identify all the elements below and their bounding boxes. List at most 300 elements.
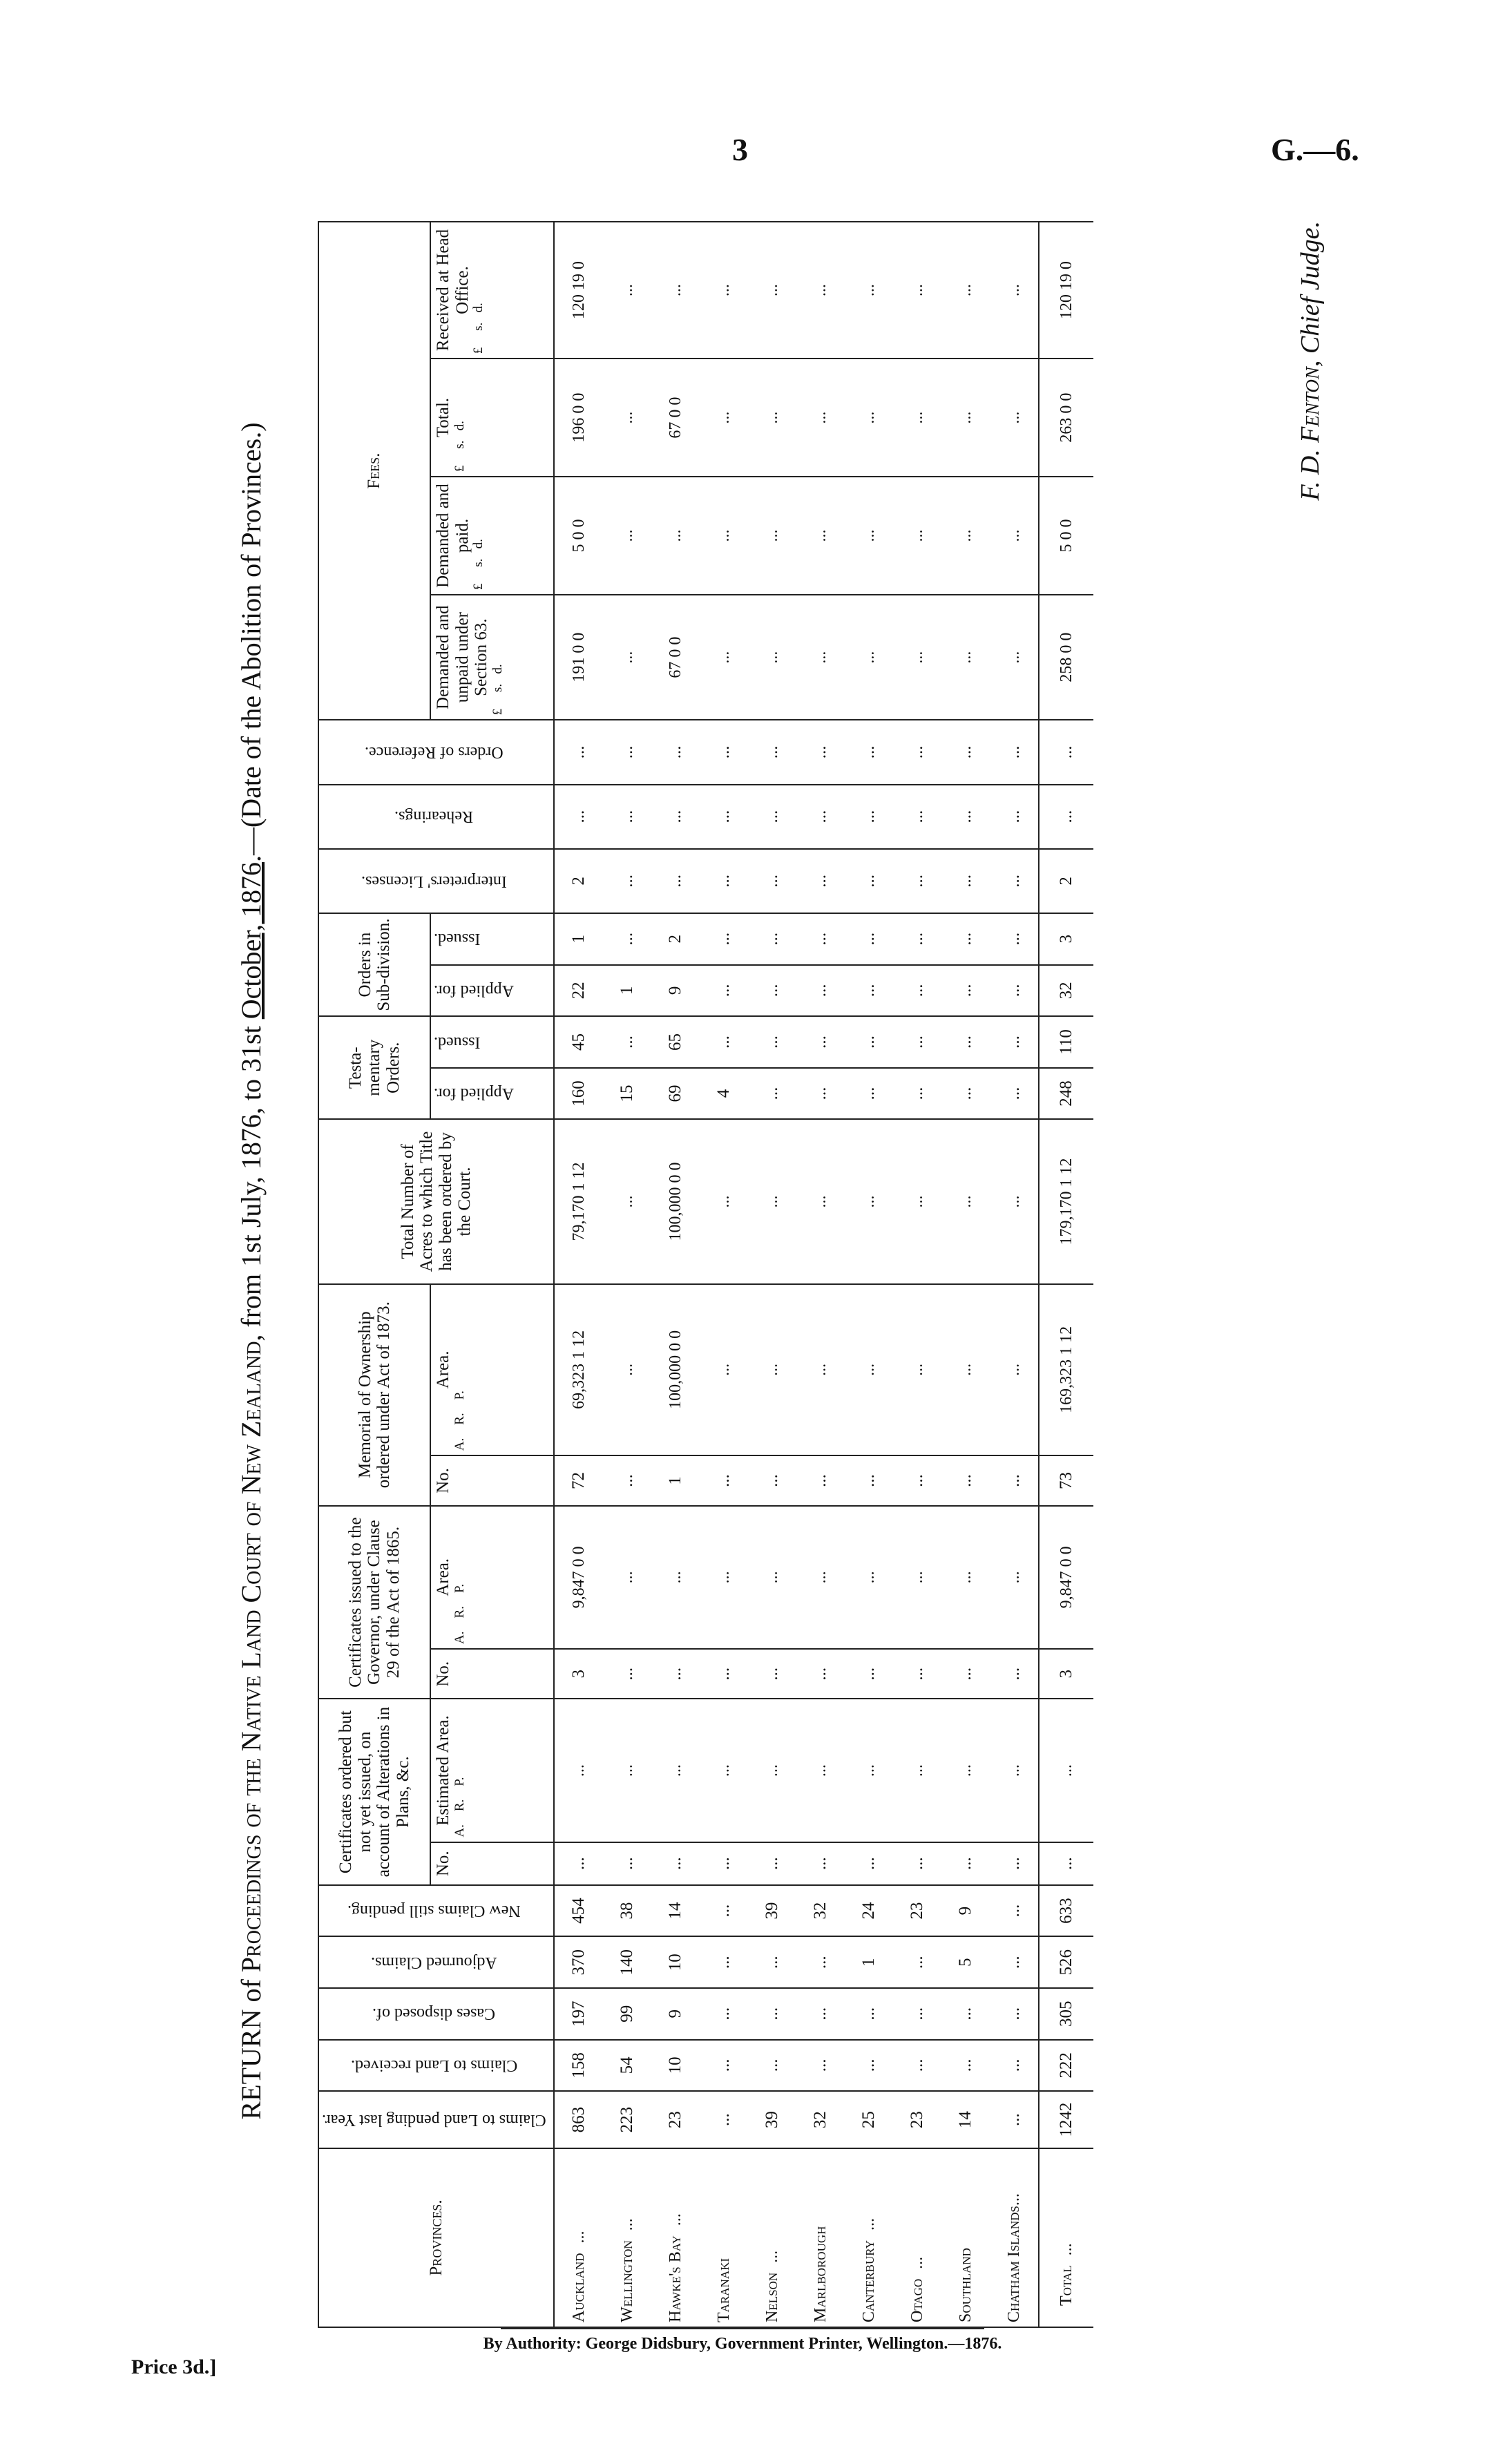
cell-interpreters: ... bbox=[990, 849, 1039, 913]
cell-cert-area: ... bbox=[748, 1699, 796, 1842]
header-new-claims-pending: New Claims still pending. bbox=[318, 1885, 554, 1937]
cell-disposed: 9 bbox=[651, 1988, 700, 2040]
cell-gov-area: ... bbox=[748, 1506, 796, 1649]
cell-cert-no: ... bbox=[796, 1842, 845, 1885]
cell-rehearings: ... bbox=[893, 785, 941, 849]
title-suffix: .—(Date of the Abolition of Provinces.) bbox=[236, 422, 267, 863]
cell-cert-no: ... bbox=[603, 1842, 651, 1885]
cell-mem-no: ... bbox=[796, 1455, 845, 1506]
cell-received: ... bbox=[700, 2040, 748, 2092]
province-name: Marlborough bbox=[796, 2148, 845, 2327]
header-total-acres: Total Number of Acres to which Title has been ordered by the Court. bbox=[318, 1119, 554, 1283]
cell-fee-paid: 5 0 0 bbox=[1039, 477, 1093, 595]
cell-cert-area: ... bbox=[1039, 1699, 1093, 1842]
header-fees-paid: Demanded and paid. £ s. d. bbox=[430, 477, 554, 595]
cell-fee-total: 196 0 0 bbox=[554, 359, 603, 477]
cell-cert-no: ... bbox=[1039, 1842, 1093, 1885]
cell-gov-area: ... bbox=[893, 1506, 941, 1649]
table-row bbox=[603, 222, 651, 2327]
cell-fee-total: ... bbox=[603, 359, 651, 477]
cell-total-acres: 100,000 0 0 bbox=[651, 1119, 700, 1283]
table-row bbox=[845, 222, 893, 2327]
cell-fee-head: ... bbox=[990, 222, 1039, 359]
table-body bbox=[554, 222, 1039, 2327]
cell-disposed: 305 bbox=[1039, 1988, 1093, 2040]
cell-fee-paid: ... bbox=[941, 477, 990, 595]
cell-gov-no: 3 bbox=[1039, 1649, 1093, 1699]
cell-cert-no: ... bbox=[554, 1842, 603, 1885]
cell-sub-issued: ... bbox=[748, 913, 796, 965]
cell-test-applied: ... bbox=[990, 1068, 1039, 1120]
cell-gov-area: ... bbox=[700, 1506, 748, 1649]
cell-disposed: ... bbox=[893, 1988, 941, 2040]
header-certificates-ordered: Certificates ordered but not yet issued, on account of Alterations in Plans, &c. bbox=[318, 1699, 430, 1884]
authority-text: By Authority: George Didsbury, Government Printer, Wellington.—1876. bbox=[483, 2335, 1002, 2353]
cell-adjourned: 140 bbox=[603, 1936, 651, 1988]
cell-test-applied: 4 bbox=[700, 1068, 748, 1120]
table-row bbox=[990, 222, 1039, 2327]
cell-cert-no: ... bbox=[651, 1842, 700, 1885]
header-certificates-issued: Certificates issued to the Governor, under Clause 29 of the Act of 1865. bbox=[318, 1506, 430, 1699]
cell-pending: 863 bbox=[554, 2091, 603, 2148]
cell-rehearings: ... bbox=[941, 785, 990, 849]
cell-mem-no: ... bbox=[845, 1455, 893, 1506]
cell-test-issued: ... bbox=[700, 1016, 748, 1068]
cell-cert-no: ... bbox=[700, 1842, 748, 1885]
cell-test-issued: ... bbox=[941, 1016, 990, 1068]
header-fees-head-office: Received at Head Office. £ s. d. bbox=[430, 222, 554, 359]
header-mem-no: No. bbox=[430, 1455, 554, 1506]
cell-disposed: ... bbox=[990, 1988, 1039, 2040]
cell-new-pending: 24 bbox=[845, 1885, 893, 1937]
cell-test-issued: ... bbox=[845, 1016, 893, 1068]
cell-fee-head: ... bbox=[748, 222, 796, 359]
cell-total-acres: ... bbox=[748, 1119, 796, 1283]
province-name: Taranaki bbox=[700, 2148, 748, 2327]
cell-gov-area: ... bbox=[941, 1506, 990, 1649]
rotated-return-table bbox=[235, 214, 1354, 2328]
cell-references: ... bbox=[941, 720, 990, 784]
cell-mem-no: ... bbox=[990, 1455, 1039, 1506]
cell-mem-no: ... bbox=[603, 1455, 651, 1506]
cell-new-pending: 9 bbox=[941, 1885, 990, 1937]
cell-fee-unpaid: ... bbox=[845, 595, 893, 720]
cell-sub-issued: ... bbox=[990, 913, 1039, 965]
cell-fee-total: ... bbox=[941, 359, 990, 477]
cell-pending: ... bbox=[990, 2091, 1039, 2148]
cell-fee-unpaid: ... bbox=[990, 595, 1039, 720]
cell-adjourned: ... bbox=[990, 1936, 1039, 1988]
cell-gov-area: 9,847 0 0 bbox=[1039, 1506, 1093, 1649]
cell-references: ... bbox=[651, 720, 700, 784]
cell-fee-head: ... bbox=[603, 222, 651, 359]
document-reference: G.—6. bbox=[1271, 132, 1359, 167]
cell-gov-no: ... bbox=[700, 1649, 748, 1699]
cell-fee-head: ... bbox=[651, 222, 700, 359]
cell-received: ... bbox=[845, 2040, 893, 2092]
cell-new-pending: 454 bbox=[554, 1885, 603, 1937]
cell-interpreters: ... bbox=[845, 849, 893, 913]
title-prefix: RETURN of bbox=[236, 1972, 267, 2120]
cell-new-pending: 14 bbox=[651, 1885, 700, 1937]
cell-rehearings: ... bbox=[796, 785, 845, 849]
cell-pending: 32 bbox=[796, 2091, 845, 2148]
cell-received: ... bbox=[941, 2040, 990, 2092]
cell-fee-total: ... bbox=[990, 359, 1039, 477]
cell-pending: 223 bbox=[603, 2091, 651, 2148]
header-sub-issued: Issued. bbox=[430, 913, 554, 965]
cell-disposed: 99 bbox=[603, 1988, 651, 2040]
cell-fee-total: 263 0 0 bbox=[1039, 359, 1093, 477]
cell-fee-unpaid: ... bbox=[748, 595, 796, 720]
cell-cert-no: ... bbox=[893, 1842, 941, 1885]
signature: F. D. Fenton, Chief Judge. bbox=[1296, 221, 1325, 501]
province-name: Chatham Islands... bbox=[990, 2148, 1039, 2327]
cell-cert-area: ... bbox=[603, 1699, 651, 1842]
cell-total-acres: ... bbox=[893, 1119, 941, 1283]
cell-gov-no: ... bbox=[893, 1649, 941, 1699]
cell-total-acres: ... bbox=[603, 1119, 651, 1283]
header-cert-no: No. bbox=[430, 1842, 554, 1885]
header-test-applied: Applied for. bbox=[430, 1068, 554, 1120]
cell-received: 10 bbox=[651, 2040, 700, 2092]
cell-mem-no: 1 bbox=[651, 1455, 700, 1506]
cell-test-issued: ... bbox=[796, 1016, 845, 1068]
cell-sub-issued: 2 bbox=[651, 913, 700, 965]
cell-gov-no: ... bbox=[796, 1649, 845, 1699]
cell-mem-no: ... bbox=[941, 1455, 990, 1506]
province-name: Southland bbox=[941, 2148, 990, 2327]
cell-gov-no: ... bbox=[651, 1649, 700, 1699]
cell-total-acres: ... bbox=[941, 1119, 990, 1283]
cell-interpreters: 2 bbox=[554, 849, 603, 913]
cell-sub-issued: ... bbox=[941, 913, 990, 965]
header-gov-area: Area. A. R. P. bbox=[430, 1506, 554, 1649]
province-name: Wellington... bbox=[603, 2148, 651, 2327]
cell-fee-head: ... bbox=[700, 222, 748, 359]
cell-pending: 23 bbox=[893, 2091, 941, 2148]
cell-cert-area: ... bbox=[990, 1699, 1039, 1842]
cell-mem-area: ... bbox=[941, 1284, 990, 1456]
province-name: Otago... bbox=[893, 2148, 941, 2327]
cell-mem-no: 73 bbox=[1039, 1455, 1093, 1506]
cell-total-acres: ... bbox=[845, 1119, 893, 1283]
cell-fee-total: ... bbox=[796, 359, 845, 477]
cell-fee-paid: ... bbox=[748, 477, 796, 595]
cell-fee-head: ... bbox=[941, 222, 990, 359]
cell-disposed: ... bbox=[700, 1988, 748, 2040]
cell-sub-applied: ... bbox=[748, 965, 796, 1017]
cell-interpreters: ... bbox=[700, 849, 748, 913]
cell-adjourned: 5 bbox=[941, 1936, 990, 1988]
cell-pending: ... bbox=[700, 2091, 748, 2148]
cell-mem-no: 72 bbox=[554, 1455, 603, 1506]
cell-rehearings: ... bbox=[700, 785, 748, 849]
cell-mem-area: ... bbox=[748, 1284, 796, 1456]
cell-received: 54 bbox=[603, 2040, 651, 2092]
cell-sub-issued: 1 bbox=[554, 913, 603, 965]
price-label: Price 3d.] bbox=[131, 2356, 217, 2378]
total-row bbox=[1039, 222, 1093, 2327]
cell-cert-no: ... bbox=[845, 1842, 893, 1885]
cell-fee-paid: ... bbox=[603, 477, 651, 595]
header-claims-received: Claims to Land received. bbox=[318, 2040, 554, 2092]
cell-sub-issued: ... bbox=[700, 913, 748, 965]
cell-test-issued: ... bbox=[748, 1016, 796, 1068]
cell-references: ... bbox=[990, 720, 1039, 784]
province-name: Hawke's Bay... bbox=[651, 2148, 700, 2327]
cell-fee-head: ... bbox=[796, 222, 845, 359]
cell-fee-unpaid: 67 0 0 bbox=[651, 595, 700, 720]
cell-adjourned: ... bbox=[796, 1936, 845, 1988]
cell-rehearings: ... bbox=[1039, 785, 1093, 849]
cell-disposed: ... bbox=[796, 1988, 845, 2040]
table-row bbox=[941, 222, 990, 2327]
cell-test-applied: 248 bbox=[1039, 1068, 1093, 1120]
cell-fee-unpaid: ... bbox=[893, 595, 941, 720]
cell-sub-issued: ... bbox=[603, 913, 651, 965]
cell-mem-area: ... bbox=[845, 1284, 893, 1456]
cell-references: ... bbox=[1039, 720, 1093, 784]
cell-test-issued: ... bbox=[990, 1016, 1039, 1068]
province-name: Nelson... bbox=[748, 2148, 796, 2327]
cell-test-applied: 160 bbox=[554, 1068, 603, 1120]
cell-fee-unpaid: ... bbox=[603, 595, 651, 720]
cell-test-issued: 110 bbox=[1039, 1016, 1093, 1068]
header-row-1 bbox=[318, 222, 430, 2327]
cell-test-issued: ... bbox=[893, 1016, 941, 1068]
header-memorial-ownership: Memorial of Ownership ordered under Act of 1873. bbox=[318, 1284, 430, 1506]
printer-authority bbox=[0, 2328, 1485, 2353]
cell-pending: 39 bbox=[748, 2091, 796, 2148]
cell-pending: 25 bbox=[845, 2091, 893, 2148]
cell-total-acres: ... bbox=[990, 1119, 1039, 1283]
cell-cert-area: ... bbox=[845, 1699, 893, 1842]
cell-fee-total: ... bbox=[845, 359, 893, 477]
cell-test-applied: ... bbox=[748, 1068, 796, 1120]
cell-rehearings: ... bbox=[990, 785, 1039, 849]
header-fees: Fees. bbox=[318, 222, 430, 720]
cell-mem-area: 69,323 1 12 bbox=[554, 1284, 603, 1456]
cell-gov-area: ... bbox=[651, 1506, 700, 1649]
cell-new-pending: 39 bbox=[748, 1885, 796, 1937]
cell-fee-unpaid: ... bbox=[796, 595, 845, 720]
cell-sub-issued: ... bbox=[893, 913, 941, 965]
header-fees-total: Total. £ s. d. bbox=[430, 359, 554, 477]
cell-test-applied: ... bbox=[941, 1068, 990, 1120]
cell-received: ... bbox=[796, 2040, 845, 2092]
cell-adjourned: 10 bbox=[651, 1936, 700, 1988]
cell-sub-applied: 22 bbox=[554, 965, 603, 1017]
cell-rehearings: ... bbox=[845, 785, 893, 849]
cell-mem-area: 169,323 1 12 bbox=[1039, 1284, 1093, 1456]
cell-cert-no: ... bbox=[941, 1842, 990, 1885]
page-number: 3 bbox=[732, 132, 748, 167]
cell-gov-area: ... bbox=[845, 1506, 893, 1649]
cell-fee-total: 67 0 0 bbox=[651, 359, 700, 477]
cell-total-acres: 179,170 1 12 bbox=[1039, 1119, 1093, 1283]
cell-references: ... bbox=[554, 720, 603, 784]
cell-references: ... bbox=[700, 720, 748, 784]
cell-mem-no: ... bbox=[893, 1455, 941, 1506]
cell-gov-area: ... bbox=[990, 1506, 1039, 1649]
cell-gov-area: ... bbox=[603, 1506, 651, 1649]
header-mem-area: Area. A. R. P. bbox=[430, 1284, 554, 1456]
cell-references: ... bbox=[845, 720, 893, 784]
cell-gov-area: ... bbox=[796, 1506, 845, 1649]
cell-received: ... bbox=[990, 2040, 1039, 2092]
province-name: Canterbury... bbox=[845, 2148, 893, 2327]
cell-interpreters: ... bbox=[796, 849, 845, 913]
cell-disposed: ... bbox=[941, 1988, 990, 2040]
header-cert-estimated-area: Estimated Area. A. R. P. bbox=[430, 1699, 554, 1842]
cell-received: ... bbox=[893, 2040, 941, 2092]
cell-disposed: 197 bbox=[554, 1988, 603, 2040]
cell-gov-no: ... bbox=[845, 1649, 893, 1699]
cell-disposed: ... bbox=[748, 1988, 796, 2040]
cell-sub-applied: 9 bbox=[651, 965, 700, 1017]
cell-references: ... bbox=[603, 720, 651, 784]
cell-interpreters: ... bbox=[603, 849, 651, 913]
cell-mem-area: ... bbox=[603, 1284, 651, 1456]
header-adjourned-claims: Adjourned Claims. bbox=[318, 1936, 554, 1988]
cell-total-acres: ... bbox=[700, 1119, 748, 1283]
cell-test-issued: 65 bbox=[651, 1016, 700, 1068]
cell-adjourned: 1 bbox=[845, 1936, 893, 1988]
cell-gov-no: 3 bbox=[554, 1649, 603, 1699]
cell-mem-area: 100,000 0 0 bbox=[651, 1284, 700, 1456]
cell-cert-area: ... bbox=[941, 1699, 990, 1842]
header-rehearings: Rehearings. bbox=[318, 785, 554, 849]
cell-cert-area: ... bbox=[651, 1699, 700, 1842]
cell-adjourned: ... bbox=[700, 1936, 748, 1988]
cell-mem-area: ... bbox=[893, 1284, 941, 1456]
cell-cert-no: ... bbox=[748, 1842, 796, 1885]
cell-interpreters: ... bbox=[748, 849, 796, 913]
header-orders-of-reference: Orders of Reference. bbox=[318, 720, 554, 784]
cell-gov-area: 9,847 0 0 bbox=[554, 1506, 603, 1649]
cell-fee-head: 120 19 0 bbox=[1039, 222, 1093, 359]
cell-total-acres: ... bbox=[796, 1119, 845, 1283]
cell-test-applied: ... bbox=[845, 1068, 893, 1120]
table-row bbox=[700, 222, 748, 2327]
header-interpreters-licenses: Interpreters' Licenses. bbox=[318, 849, 554, 913]
cell-rehearings: ... bbox=[554, 785, 603, 849]
header-gov-no: No. bbox=[430, 1649, 554, 1699]
cell-new-pending: ... bbox=[700, 1885, 748, 1937]
cell-sub-applied: ... bbox=[845, 965, 893, 1017]
cell-fee-unpaid: ... bbox=[700, 595, 748, 720]
cell-gov-no: ... bbox=[990, 1649, 1039, 1699]
cell-fee-paid: ... bbox=[845, 477, 893, 595]
cell-mem-area: ... bbox=[990, 1284, 1039, 1456]
cell-new-pending: 23 bbox=[893, 1885, 941, 1937]
page-title bbox=[235, 214, 276, 2328]
table-footer bbox=[1039, 222, 1093, 2327]
cell-received: 158 bbox=[554, 2040, 603, 2092]
cell-cert-area: ... bbox=[893, 1699, 941, 1842]
cell-mem-area: ... bbox=[700, 1284, 748, 1456]
cell-sub-issued: ... bbox=[796, 913, 845, 965]
table-row bbox=[893, 222, 941, 2327]
cell-fee-paid: ... bbox=[990, 477, 1039, 595]
cell-fee-head: ... bbox=[893, 222, 941, 359]
cell-test-issued: 45 bbox=[554, 1016, 603, 1068]
header-subdivision-orders: Orders in Sub-division. bbox=[318, 913, 430, 1016]
cell-sub-applied: ... bbox=[893, 965, 941, 1017]
header-test-issued: Issued. bbox=[430, 1016, 554, 1068]
cell-test-applied: 69 bbox=[651, 1068, 700, 1120]
cell-gov-no: ... bbox=[603, 1649, 651, 1699]
header-provinces: Provinces. bbox=[318, 2148, 554, 2327]
cell-interpreters: ... bbox=[893, 849, 941, 913]
cell-pending: 1242 bbox=[1039, 2091, 1093, 2148]
header-sub-applied: Applied for. bbox=[430, 965, 554, 1017]
cell-rehearings: ... bbox=[603, 785, 651, 849]
cell-fee-total: ... bbox=[748, 359, 796, 477]
cell-sub-applied: ... bbox=[941, 965, 990, 1017]
cell-fee-paid: 5 0 0 bbox=[554, 477, 603, 595]
cell-cert-area: ... bbox=[554, 1699, 603, 1842]
cell-sub-applied: ... bbox=[990, 965, 1039, 1017]
cell-fee-head: ... bbox=[845, 222, 893, 359]
cell-fee-paid: ... bbox=[651, 477, 700, 595]
cell-test-issued: ... bbox=[603, 1016, 651, 1068]
cell-received: 222 bbox=[1039, 2040, 1093, 2092]
cell-fee-unpaid: ... bbox=[941, 595, 990, 720]
header-testamentary-orders: Testa-mentary Orders. bbox=[318, 1016, 430, 1119]
province-name: Total... bbox=[1039, 2148, 1093, 2327]
cell-mem-no: ... bbox=[748, 1455, 796, 1506]
cell-sub-applied: ... bbox=[796, 965, 845, 1017]
title-court: Proceedings of the Native Land Court of New Zealand bbox=[236, 1341, 267, 1973]
title-underlined: October, 1876 bbox=[236, 862, 267, 1020]
proceedings-table bbox=[318, 221, 1093, 2328]
cell-gov-no: ... bbox=[941, 1649, 990, 1699]
cell-interpreters: 2 bbox=[1039, 849, 1093, 913]
cell-mem-area: ... bbox=[796, 1284, 845, 1456]
cell-test-applied: ... bbox=[796, 1068, 845, 1120]
cell-cert-area: ... bbox=[700, 1699, 748, 1842]
cell-fee-unpaid: 258 0 0 bbox=[1039, 595, 1093, 720]
cell-test-applied: 15 bbox=[603, 1068, 651, 1120]
cell-new-pending: 38 bbox=[603, 1885, 651, 1937]
cell-adjourned: ... bbox=[748, 1936, 796, 1988]
table-row bbox=[796, 222, 845, 2327]
cell-sub-applied: 32 bbox=[1039, 965, 1093, 1017]
header-fees-unpaid: Demanded and unpaid under Section 63. £ s. d. bbox=[430, 595, 554, 720]
cell-mem-no: ... bbox=[700, 1455, 748, 1506]
cell-references: ... bbox=[796, 720, 845, 784]
table-row bbox=[651, 222, 700, 2327]
cell-references: ... bbox=[893, 720, 941, 784]
cell-adjourned: 370 bbox=[554, 1936, 603, 1988]
cell-pending: 23 bbox=[651, 2091, 700, 2148]
cell-sub-applied: ... bbox=[700, 965, 748, 1017]
cell-cert-no: ... bbox=[990, 1842, 1039, 1885]
table-row bbox=[748, 222, 796, 2327]
cell-new-pending: 633 bbox=[1039, 1885, 1093, 1937]
cell-rehearings: ... bbox=[651, 785, 700, 849]
cell-references: ... bbox=[748, 720, 796, 784]
cell-gov-no: ... bbox=[748, 1649, 796, 1699]
cell-new-pending: 32 bbox=[796, 1885, 845, 1937]
cell-disposed: ... bbox=[845, 1988, 893, 2040]
cell-fee-paid: ... bbox=[893, 477, 941, 595]
cell-sub-issued: ... bbox=[845, 913, 893, 965]
cell-fee-total: ... bbox=[893, 359, 941, 477]
cell-test-applied: ... bbox=[893, 1068, 941, 1120]
